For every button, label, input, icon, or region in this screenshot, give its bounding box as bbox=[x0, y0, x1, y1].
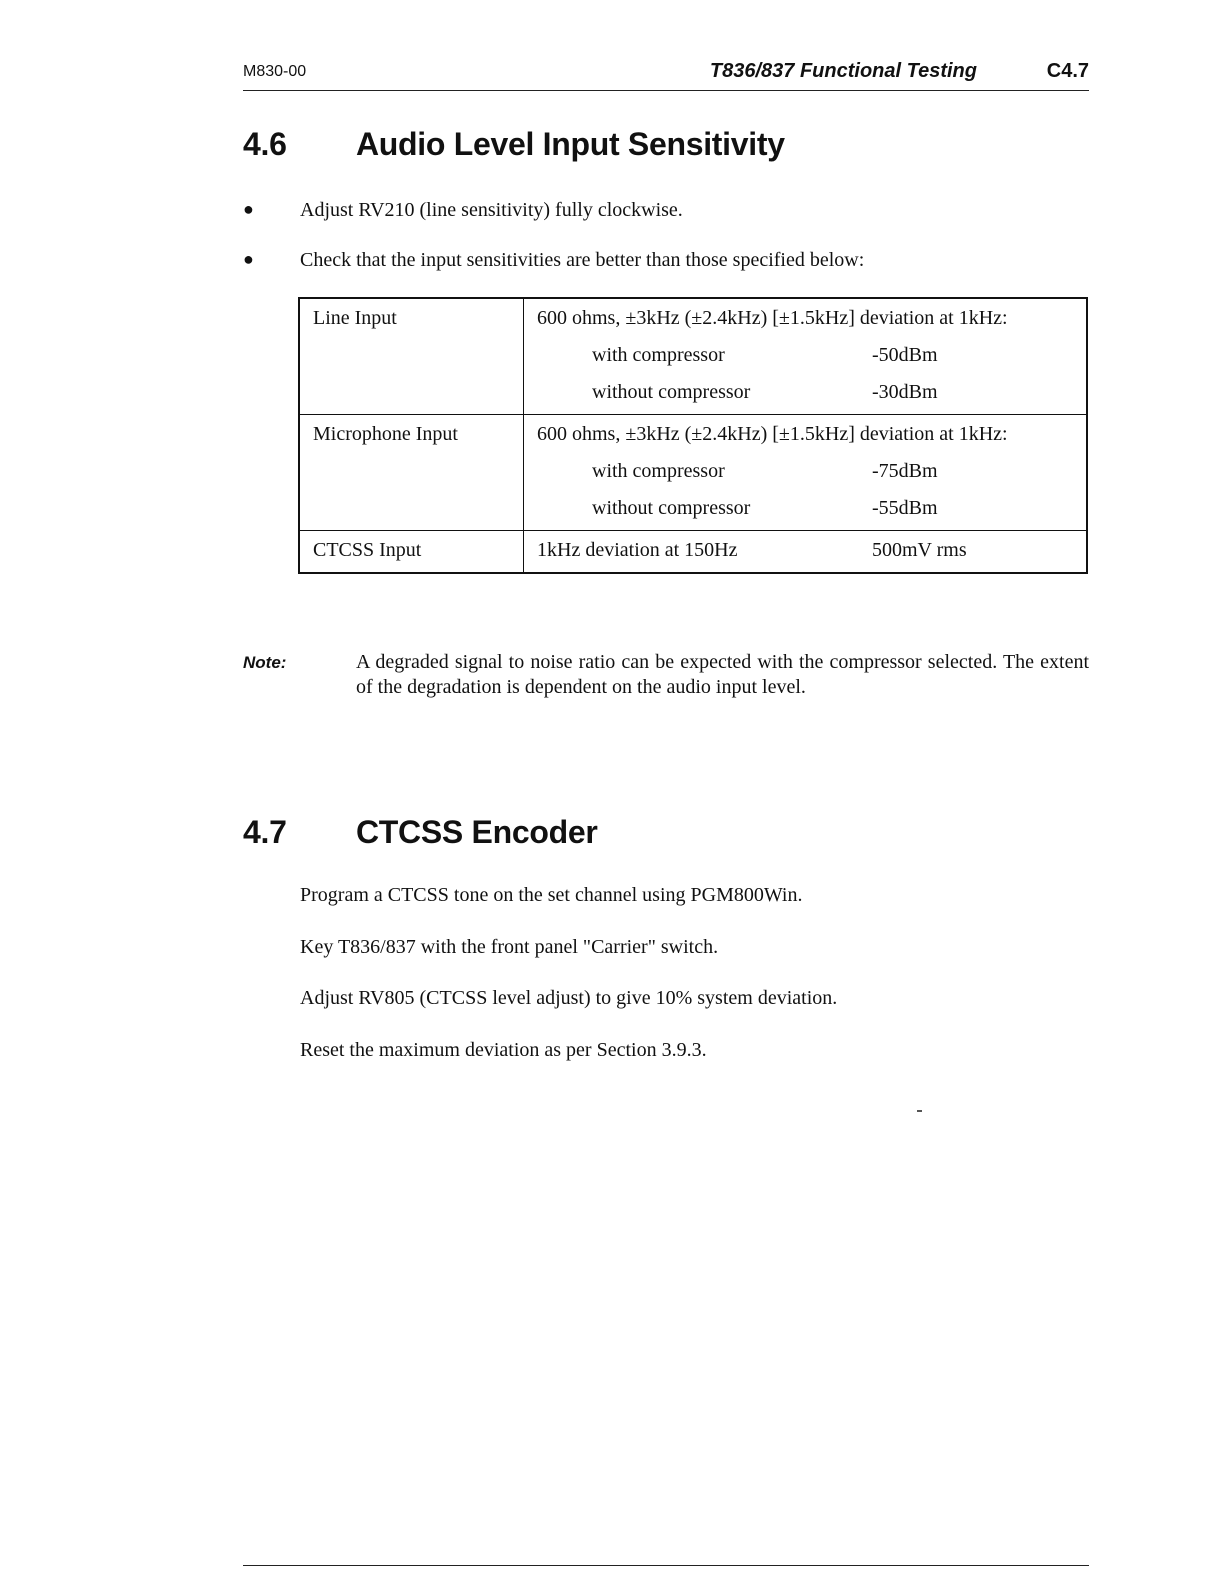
sensitivity-item bbox=[537, 483, 1074, 520]
input-sensitivity-table bbox=[298, 297, 1088, 574]
value: -75dBm bbox=[872, 460, 938, 482]
row-description: 1kHz deviation at 150Hz bbox=[537, 539, 738, 561]
section-number: 4.6 bbox=[243, 126, 287, 162]
bullet-icon: ● bbox=[243, 199, 254, 219]
condition: without compressor bbox=[592, 381, 751, 403]
footer-rule bbox=[243, 1565, 1089, 1566]
paragraph: Adjust RV805 (CTCSS level adjust) to give 10% system deviation. bbox=[300, 987, 838, 1009]
value: -55dBm bbox=[872, 497, 938, 519]
sensitivity-item bbox=[537, 446, 1074, 483]
row-label: Line Input bbox=[299, 298, 524, 415]
value: -30dBm bbox=[872, 381, 938, 403]
note-text: A degraded signal to noise ratio can be expected with the compressor selected. The extent of the degradation is dependent on the audio input level. bbox=[356, 651, 1089, 698]
page-number: C4.7 bbox=[1046, 60, 1089, 82]
paragraph: Reset the maximum deviation as per Section 3.9.3. bbox=[300, 1039, 707, 1061]
condition: with compressor bbox=[592, 344, 725, 366]
bullet-text: Adjust RV210 (line sensitivity) fully clockwise. bbox=[300, 199, 683, 221]
table-row bbox=[299, 415, 1087, 531]
bullet-text: Check that the input sensitivities are better than those specified below: bbox=[300, 249, 865, 271]
page-header bbox=[243, 58, 1089, 91]
table-row bbox=[299, 298, 1087, 415]
bullet-icon: ● bbox=[243, 249, 254, 269]
section-title: CTCSS Encoder bbox=[356, 814, 598, 850]
paragraph: Program a CTCSS tone on the set channel using PGM800Win. bbox=[300, 884, 803, 906]
table-row bbox=[299, 531, 1087, 574]
row-label: CTCSS Input bbox=[299, 531, 524, 574]
document-id: M830-00 bbox=[243, 63, 307, 80]
paragraph: Key T836/837 with the front panel "Carrier" switch. bbox=[300, 936, 719, 958]
running-title: T836/837 Functional Testing bbox=[709, 60, 977, 82]
row-description: 600 ohms, ±3kHz (±2.4kHz) [±1.5kHz] deviation at 1kHz: bbox=[537, 423, 1008, 445]
section-title: Audio Level Input Sensitivity bbox=[356, 126, 785, 162]
sensitivity-item bbox=[537, 330, 1074, 367]
sensitivity-item bbox=[537, 367, 1074, 404]
row-description: 600 ohms, ±3kHz (±2.4kHz) [±1.5kHz] deviation at 1kHz: bbox=[537, 307, 1008, 329]
row-content bbox=[524, 298, 1088, 415]
row-label: Microphone Input bbox=[299, 415, 524, 531]
value: -50dBm bbox=[872, 344, 938, 366]
value: 500mV rms bbox=[872, 539, 967, 561]
row-content bbox=[524, 531, 1088, 574]
ctcss-item bbox=[537, 539, 1074, 562]
row-content bbox=[524, 415, 1088, 531]
condition: without compressor bbox=[592, 497, 751, 519]
condition: with compressor bbox=[592, 460, 725, 482]
section-number: 4.7 bbox=[243, 814, 287, 850]
scan-speck bbox=[917, 1110, 922, 1112]
note-label: Note: bbox=[243, 653, 287, 672]
